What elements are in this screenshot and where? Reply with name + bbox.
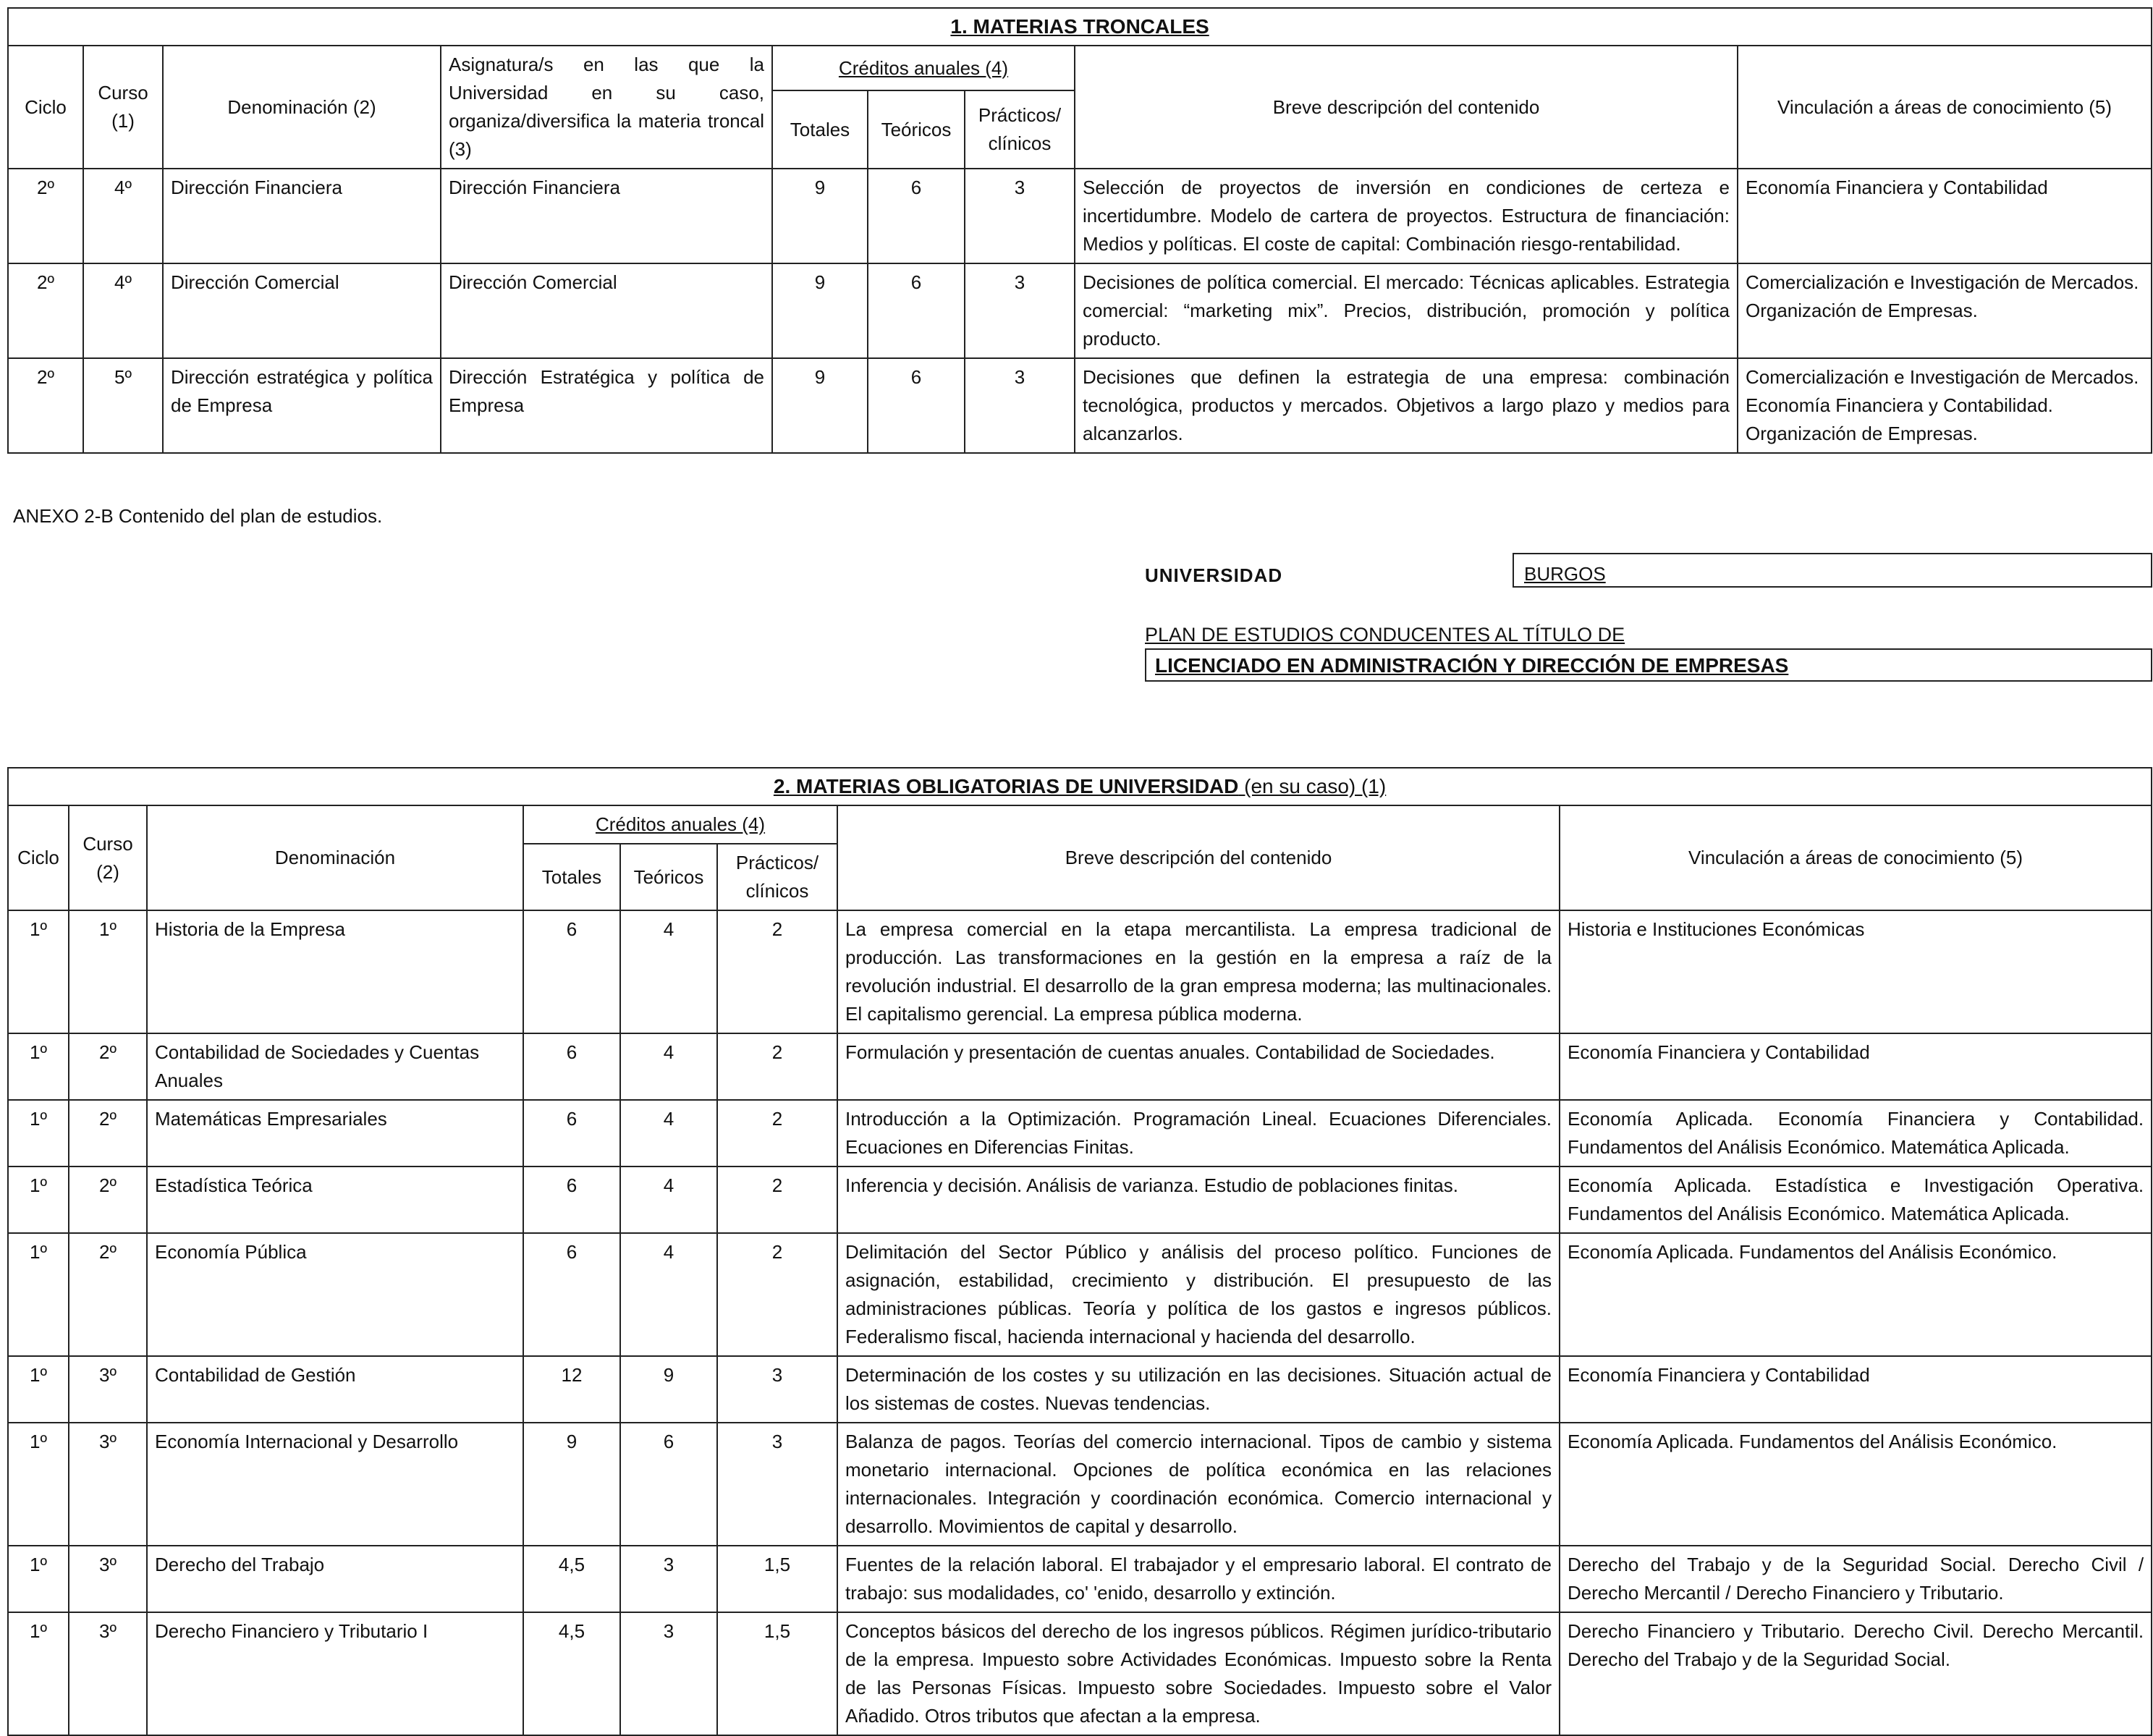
- cell-teoricos: 9: [620, 1356, 717, 1423]
- cell-descripcion: Formulación y presentación de cuentas anuales. Contabilidad de Sociedades.: [837, 1033, 1560, 1100]
- cell-denominacion: Dirección Financiera: [163, 169, 441, 263]
- plan-line2: LICENCIADO EN ADMINISTRACIÓN Y DIRECCIÓN DE EMPRESAS: [1155, 654, 1789, 677]
- cell-curso: 3º: [69, 1423, 147, 1546]
- cell-curso: 2º: [69, 1100, 147, 1166]
- cell-practicos: 3: [965, 169, 1075, 263]
- col-ciclo: Ciclo: [8, 46, 83, 169]
- col-vinculacion: Vinculación a áreas de conocimiento (5): [1560, 805, 2152, 910]
- cell-ciclo: 2º: [8, 169, 83, 263]
- cell-vinculacion: Economía Financiera y Contabilidad: [1560, 1356, 2152, 1423]
- col-denominacion: Denominación (2): [163, 46, 441, 169]
- cell-descripcion: Fuentes de la relación laboral. El trabajador y el empresario laboral. El contrato de trabajo: sus modalidades, co' 'enido, desarrollo y extinción.: [837, 1546, 1560, 1612]
- col-teoricos: Teóricos: [868, 90, 965, 169]
- col-creditos: Créditos anuales (4): [523, 805, 837, 844]
- materias-troncales-table: [7, 7, 2152, 454]
- cell-totales: 9: [772, 169, 868, 263]
- cell-descripcion: Introducción a la Optimización. Programación Lineal. Ecuaciones Diferenciales. Ecuaciones en Diferencias Finitas.: [837, 1100, 1560, 1166]
- col-totales: Totales: [772, 90, 868, 169]
- universidad-label: UNIVERSIDAD: [1145, 564, 1283, 586]
- col-practicos: Prácticos/ clínicos: [965, 90, 1075, 169]
- cell-practicos: 3: [965, 358, 1075, 453]
- cell-vinculacion: Economía Aplicada. Estadística e Investigación Operativa. Fundamentos del Análisis Económico. Matemática Aplicada.: [1560, 1166, 2152, 1233]
- cell-ciclo: 1º: [8, 1100, 69, 1166]
- col-totales: Totales: [523, 844, 620, 910]
- cell-vinculacion: Comercialización e Investigación de Mercados. Organización de Empresas.: [1738, 263, 2152, 358]
- cell-curso: 4º: [83, 169, 163, 263]
- col-asignaturas: Asignatura/s en las que la Universidad en su caso, organiza/diversifica la materia troncal (3): [441, 46, 772, 169]
- cell-curso: 3º: [69, 1612, 147, 1735]
- cell-denominacion: Estadística Teórica: [147, 1166, 523, 1233]
- cell-descripcion: La empresa comercial en la etapa mercantilista. La empresa tradicional de producción. Las transformaciones en la gestión en la empresa a raíz de la revolución industrial. El desarrollo de la gran empresa moderna; las multinacionales. El capitalismo gerencial. La empresa pública moderna.: [837, 910, 1560, 1033]
- cell-practicos: 2: [717, 1233, 837, 1356]
- cell-denominacion: Contabilidad de Gestión: [147, 1356, 523, 1423]
- cell-totales: 9: [772, 263, 868, 358]
- cell-totales: 4,5: [523, 1612, 620, 1735]
- cell-denominacion: Economía Internacional y Desarrollo: [147, 1423, 523, 1546]
- table-row: [8, 1423, 2152, 1546]
- cell-ciclo: 1º: [8, 1033, 69, 1100]
- cell-descripcion: Decisiones que definen la estrategia de una empresa: combinación tecnológica, productos y mercados. Objetivos a largo plazo y medios para alcanzarlos.: [1075, 358, 1738, 453]
- table-row: [8, 1100, 2152, 1166]
- cell-totales: 9: [772, 358, 868, 453]
- table-row: [8, 1233, 2152, 1356]
- cell-vinculacion: Economía Aplicada. Fundamentos del Análisis Económico.: [1560, 1423, 2152, 1546]
- cell-practicos: 3: [965, 263, 1075, 358]
- cell-ciclo: 1º: [8, 1423, 69, 1546]
- cell-ciclo: 1º: [8, 1233, 69, 1356]
- plan-line1: PLAN DE ESTUDIOS CONDUCENTES AL TÍTULO DE: [1145, 624, 1625, 645]
- cell-ciclo: 2º: [8, 358, 83, 453]
- cell-teoricos: 4: [620, 1233, 717, 1356]
- table-row: [8, 358, 2152, 453]
- cell-totales: 6: [523, 1166, 620, 1233]
- cell-teoricos: 3: [620, 1546, 717, 1612]
- cell-vinculacion: Economía Financiera y Contabilidad: [1738, 169, 2152, 263]
- table-row: [8, 263, 2152, 358]
- cell-curso: 2º: [69, 1233, 147, 1356]
- cell-practicos: 3: [717, 1423, 837, 1546]
- cell-descripcion: Decisiones de política comercial. El mercado: Técnicas aplicables. Estrategia comercial: “marketing mix”. Precios, distribución, promoción y política producto.: [1075, 263, 1738, 358]
- cell-denominacion: Historia de la Empresa: [147, 910, 523, 1033]
- col-curso: Curso (1): [83, 46, 163, 169]
- cell-vinculacion: Economía Aplicada. Fundamentos del Análisis Económico.: [1560, 1233, 2152, 1356]
- anexo-heading: ANEXO 2-B Contenido del plan de estudios.: [13, 505, 383, 527]
- cell-practicos: 1,5: [717, 1546, 837, 1612]
- cell-vinculacion: Comercialización e Investigación de Mercados. Economía Financiera y Contabilidad. Organización de Empresas.: [1738, 358, 2152, 453]
- cell-vinculacion: Economía Financiera y Contabilidad: [1560, 1033, 2152, 1100]
- cell-totales: 9: [523, 1423, 620, 1546]
- cell-practicos: 2: [717, 1100, 837, 1166]
- cell-curso: 5º: [83, 358, 163, 453]
- cell-ciclo: 2º: [8, 263, 83, 358]
- cell-vinculacion: Economía Aplicada. Economía Financiera y Contabilidad. Fundamentos del Análisis Económico. Matemática Aplicada.: [1560, 1100, 2152, 1166]
- table-row: [8, 1166, 2152, 1233]
- cell-descripcion: Selección de proyectos de inversión en condiciones de certeza e incertidumbre. Modelo de cartera de proyectos. Estructura de financiación: Medios y políticas. El coste de capital: Combinación riesgo-rentabilidad.: [1075, 169, 1738, 263]
- table-row: [8, 169, 2152, 263]
- cell-curso: 1º: [69, 910, 147, 1033]
- obligatorias-title: [8, 768, 2152, 805]
- col-ciclo: Ciclo: [8, 805, 69, 910]
- cell-totales: 6: [523, 910, 620, 1033]
- cell-asignatura: Dirección Estratégica y política de Empresa: [441, 358, 772, 453]
- cell-vinculacion: Derecho del Trabajo y de la Seguridad Social. Derecho Civil / Derecho Mercantil / Derecho Financiero y Tributario.: [1560, 1546, 2152, 1612]
- cell-curso: 2º: [69, 1166, 147, 1233]
- cell-practicos: 2: [717, 910, 837, 1033]
- cell-curso: 2º: [69, 1033, 147, 1100]
- cell-descripcion: Conceptos básicos del derecho de los ingresos públicos. Régimen jurídico-tributario de la empresa. Impuesto sobre Actividades Económicas. Impuesto sobre la Renta de las Personas Físicas. Impuesto sobre Sociedades. Impuesto sobre el Valor Añadido. Otros tributos que afectan a la empresa.: [837, 1612, 1560, 1735]
- cell-teoricos: 6: [868, 169, 965, 263]
- cell-totales: 12: [523, 1356, 620, 1423]
- cell-vinculacion: Historia e Instituciones Económicas: [1560, 910, 2152, 1033]
- cell-curso: 3º: [69, 1356, 147, 1423]
- cell-totales: 4,5: [523, 1546, 620, 1612]
- cell-practicos: 2: [717, 1166, 837, 1233]
- cell-asignatura: Dirección Comercial: [441, 263, 772, 358]
- cell-teoricos: 4: [620, 1100, 717, 1166]
- cell-denominacion: Derecho del Trabajo: [147, 1546, 523, 1612]
- col-curso: Curso (2): [69, 805, 147, 910]
- col-descripcion: Breve descripción del contenido: [1075, 46, 1738, 169]
- col-descripcion: Breve descripción del contenido: [837, 805, 1560, 910]
- cell-totales: 6: [523, 1100, 620, 1166]
- materias-obligatorias-table: [7, 767, 2152, 1736]
- col-teoricos: Teóricos: [620, 844, 717, 910]
- cell-practicos: 1,5: [717, 1612, 837, 1735]
- troncales-title: 1. MATERIAS TRONCALES: [8, 8, 2152, 46]
- cell-denominacion: Dirección estratégica y política de Empresa: [163, 358, 441, 453]
- universidad-value: BURGOS: [1524, 563, 1606, 585]
- table-row: [8, 1033, 2152, 1100]
- cell-descripcion: Delimitación del Sector Público y análisis del proceso político. Funciones de asignación, estabilidad, crecimiento y distribución. El presupuesto de las administraciones públicas. Teoría y política de los gastos e ingresos públicos. Federalismo fiscal, hacienda internacional y hacienda del desarrollo.: [837, 1233, 1560, 1356]
- cell-ciclo: 1º: [8, 1166, 69, 1233]
- col-practicos: Prácticos/ clínicos: [717, 844, 837, 910]
- cell-practicos: 3: [717, 1356, 837, 1423]
- cell-totales: 6: [523, 1233, 620, 1356]
- cell-vinculacion: Derecho Financiero y Tributario. Derecho Civil. Derecho Mercantil. Derecho del Trabajo y de la Seguridad Social.: [1560, 1612, 2152, 1735]
- cell-descripcion: Determinación de los costes y su utilización en las decisiones. Situación actual de los sistemas de costes. Nuevas tendencias.: [837, 1356, 1560, 1423]
- cell-descripcion: Balanza de pagos. Teorías del comercio internacional. Tipos de cambio y sistema monetario internacional. Opciones de política económica en las relaciones internacionales. Integración y coordinación económica. Comercio internacional y desarrollo. Movimientos de capital y desarrollo.: [837, 1423, 1560, 1546]
- cell-teoricos: 6: [868, 263, 965, 358]
- cell-teoricos: 4: [620, 910, 717, 1033]
- cell-teoricos: 6: [868, 358, 965, 453]
- cell-curso: 4º: [83, 263, 163, 358]
- col-vinculacion: Vinculación a áreas de conocimiento (5): [1738, 46, 2152, 169]
- table-row: [8, 910, 2152, 1033]
- cell-ciclo: 1º: [8, 1612, 69, 1735]
- cell-denominacion: Dirección Comercial: [163, 263, 441, 358]
- cell-descripcion: Inferencia y decisión. Análisis de varianza. Estudio de poblaciones finitas.: [837, 1166, 1560, 1233]
- cell-teoricos: 6: [620, 1423, 717, 1546]
- col-creditos: Créditos anuales (4): [772, 46, 1075, 90]
- table-row: [8, 1546, 2152, 1612]
- cell-teoricos: 4: [620, 1033, 717, 1100]
- universidad-box: [1513, 553, 2152, 588]
- cell-totales: 6: [523, 1033, 620, 1100]
- cell-ciclo: 1º: [8, 910, 69, 1033]
- cell-denominacion: Contabilidad de Sociedades y Cuentas Anuales: [147, 1033, 523, 1100]
- cell-teoricos: 4: [620, 1166, 717, 1233]
- cell-ciclo: 1º: [8, 1356, 69, 1423]
- cell-ciclo: 1º: [8, 1546, 69, 1612]
- cell-practicos: 2: [717, 1033, 837, 1100]
- cell-denominacion: Matemáticas Empresariales: [147, 1100, 523, 1166]
- table-row: [8, 1356, 2152, 1423]
- cell-teoricos: 3: [620, 1612, 717, 1735]
- cell-asignatura: Dirección Financiera: [441, 169, 772, 263]
- cell-denominacion: Derecho Financiero y Tributario I: [147, 1612, 523, 1735]
- cell-curso: 3º: [69, 1546, 147, 1612]
- obligatorias-title-suffix: (en su caso) (1): [1238, 775, 1387, 797]
- col-denominacion: Denominación: [147, 805, 523, 910]
- table-row: [8, 1612, 2152, 1735]
- cell-denominacion: Economía Pública: [147, 1233, 523, 1356]
- obligatorias-title-main: 2. MATERIAS OBLIGATORIAS DE UNIVERSIDAD: [773, 775, 1239, 797]
